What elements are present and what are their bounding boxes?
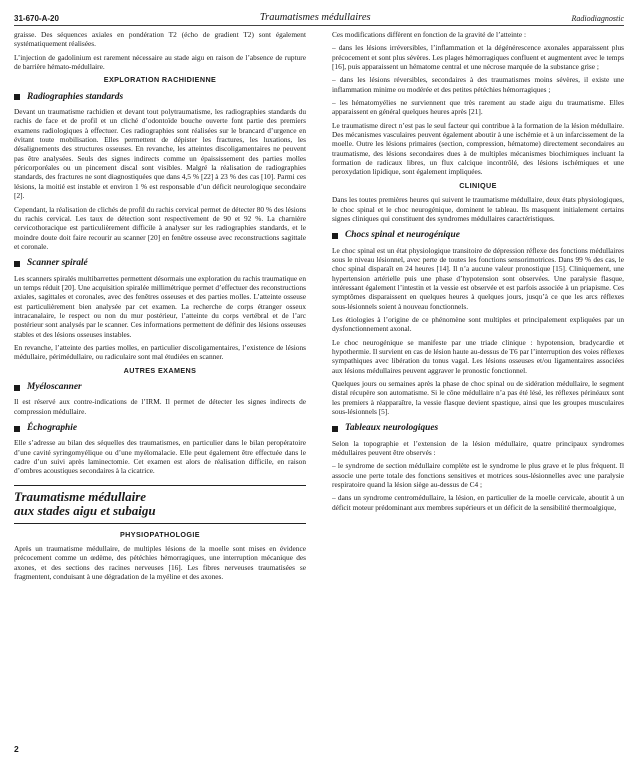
square-bullet-icon [14,94,20,100]
square-bullet-icon [14,426,20,432]
right-column [332,30,624,744]
paragraph: Les scanners spiralés multibarrettes permettent désormais une exploration du rachis traumatique en un temps réduit [20]. Une acquisition spiralée millimétrique permet d’effectuer des reconstructions axiales, sagittales et coronales, avec des fenêtres osseuses et des parties molles. L’atteinte osseuse est particulièrement bien analysée par cet examen. La recherche de corps étranger osseux intracanalaire, le respect ou non du mur postérieur, l’atteinte du corps vertébral et de l’arc postérieur sont analysés par le scanner. Ces informations permettent de définir des lésions osseuses stables et des lésions osseuses instables. [14,273,306,339]
paragraph: Selon la topographie et l’extension de la lésion médullaire, quatre principaux syndromes médullaires peuvent être observés : [332,438,624,458]
square-bullet-icon [14,385,20,391]
list-item: – dans les lésions irréversibles, l’inflammation et la dégénérescence axonales apparaissent plus précocement et sont plus sévères. Les plages hémorragiques confluent et augmentent avec le temps [16], puis apparaissent un hématome central et une nécrose marquée de la substance grise ; [332,43,624,72]
running-title: Traumatismes médullaires [259,12,371,23]
paragraph: Les étiologies à l’origine de ce phénomène sont multiples et principalement expliquées par un dysfonctionnement axonal. [332,314,624,334]
heading-scanner [14,259,306,268]
paragraph: Ces modifications diffèrent en fonction de la gravité de l’atteinte : [332,30,526,39]
subsection-heading: PHYSIOPATHOLOGIE [119,529,200,539]
heading-myeloscanner [14,383,306,392]
heading-text: Tableaux neurologiques [345,423,439,434]
heading-chocs [332,231,624,240]
chapter-title-line: aux stades aigu et subaigu [14,503,156,519]
article-code: 31-670-A-20 [14,14,59,23]
paragraph: Dans les toutes premières heures qui suivent le traumatisme médullaire, deux états physiologiques, le choc spinal et le choc neurogénique, dominent le tableau. Ils masquent initialement certains signes cliniques qui constituent des syndromes médullaires caractéristiques. [332,195,624,223]
list-item: – dans un syndrome centromédullaire, la lésion, en particulier de la moelle cervicale, aboutit à un déficit moteur prédominant aux membres supérieurs et un déficit de la sensibilité thermoalgique, [332,493,624,512]
heading-radiographies [14,93,306,102]
running-header [14,10,624,26]
paragraph: Le choc spinal est un état physiologique transitoire de dépression réflexe des fonctions médullaires sous le niveau lésionnel, avec perte de toutes les fonctions sensorimotrices. Dans 99 % des cas, le choc spinal disparaît en 24 heures [14]. Il n’a aucune valeur pronostique [15]. Cliniquement, une hypertension artérielle puis une phase d’hypotension sont observées. Une paralysie flasque, intéressant également l’intestin et la vessie est observée et est parfois associée à un priapisme. Ces symptômes disparaissent en quelques heures à quelques jours, jusqu’à ce que les arcs réflexes sous-lésionnels soient à nouveau fonctionnels. [332,245,624,311]
left-column [14,30,306,740]
paragraph: Le choc neurogénique se manifeste par une triade clinique : hypotension, bradycardie et hypothermie. Il survient en cas de lésion haute au-dessus de T6 par l’interruption des voies réflexes sympathiques avec libération du tonus vagal. Les lésions osseuses et/ou ligamentaires associées aux lésions médullaires peuvent aggraver le pronostic fonctionnel. [332,337,624,375]
chapter-title [14,485,306,524]
list-item: – les hématomyélies ne surviennent que très rarement au stade aigu du traumatisme. Elles apparaissent en général quelques heures après [21]. [332,98,624,117]
heading-tableaux [332,424,624,433]
paragraph: L’injection de gadolinium est rarement nécessaire au stade aigu en raison de l’absence de rupture de barrière hémato-médullaire. [14,52,306,72]
section-name: Radiodiagnostic [571,14,624,23]
subsection-heading: EXPLORATION RACHIDIENNE [103,75,217,85]
heading-text: Échographie [27,423,78,434]
paragraph: Elle s’adresse au bilan des séquelles des traumatismes, en particulier dans le bilan peropératoire d’une cavité syringomyélique ou d’une myélomalacie. Elle peut également être effectuée dans le cadre d’un suivi après laminectomie. Cet examen est alors de réalisation difficile, en raison d’ombres acoustiques secondaires à la cicatrice. [14,438,306,476]
paragraph: graisse. Des séquences axiales en pondération T2 (écho de gradient T2) sont également systématiquement réalisées. [14,30,306,49]
heading-echographie [14,424,306,433]
subsection-heading: AUTRES EXAMENS [123,365,197,375]
heading-text: Scanner spiralé [27,258,88,269]
heading-text: Myéloscanner [27,382,82,392]
chapter-title-line: Traumatisme médullaire [14,488,147,504]
paragraph: Le traumatisme direct n’est pas le seul facteur qui contribue à la formation de la lésion médullaire. Des mécanismes vasculaires peuvent également aboutir à une ischémie et à un infarcissement de la moelle. Outre les lésions primaires (section, compression, hématome) directement secondaires au traumatisme, des lésions secondaires dues à de multiples mécanismes biochimiques incluant la formation de radicaux libres, un flux calcique incontrôlé, des lésions ischémiques et une peroxydation lipidique, sont également impliquées. [332,120,624,177]
paragraph: Après un traumatisme médullaire, de multiples lésions de la moelle sont mises en évidence précocement comme un œdème, des pétéchies hémorragiques, une interruption mécanique des axones, et des sections des racines nerveuses [16]. Les fibres nerveuses traumatisées se fragmentent, conduisant à une dégradation de la myéline et des axones. [14,544,306,582]
heading-text: Radiographies standards [27,91,124,102]
paragraph: Cependant, la réalisation de clichés de profil du rachis cervical permet de détecter 80 % des lésions du rachis cervical. Les taux de détection sont respectivement de 90 et 92 %. La charnière cervicothoracique est particulièrement difficile à analyser sur les radiographies standards, et le moindre doute doit faire recourir au scanner [20] en fenêtre osseuse avec reconstructions sagittale et coronale. [14,204,306,251]
subsection-heading: CLINIQUE [459,180,497,190]
paragraph: En revanche, l’atteinte des parties molles, en particulier discoligamentaires, l’existence de lésions médullaire, périmédullaire, ou radiculaire sont mal étudiées en scanner. [14,342,306,362]
paragraph: Il est réservé aux contre-indications de l’IRM. Il permet de détecter les signes indirects de compression médullaire. [14,397,306,416]
paragraph: Devant un traumatisme rachidien et devant tout polytraumatisme, les radiographies standards du rachis de face et de profil et un cliché d’odontoïde bouche ouverte font partie des premiers examens radiologiques à effectuer. Ces radiographies sont réalisées sur le brancard d’urgence en évitant toute mobilisation. Elles permettent de dépister les fractures, les luxations, les désalignements des structures osseuses. En revanche, les atteintes discoligamentaires ne peuvent pas être analysées. Seuls des signes indirects comme un épaississement des parties molles péricorporéales ou un pincement discal sont visibles. Malgré la réalisation de radiographies standards, des fractures ne sont diagnostiquées que dans 4,5 % [22] à 23 % des cas [10]. Parmi ces lésions, la moitié est instable et environ 1 % est responsable d’un déficit neurologique secondaire [2]. [14,107,306,201]
square-bullet-icon [332,233,338,239]
square-bullet-icon [332,426,338,432]
page-number: 2 [14,744,19,754]
list-item: – dans les lésions réversibles, secondaires à des traumatismes moins sévères, il existe une inflammation minime ou modérée et des petites pétéchies hémorragiques ; [332,75,624,94]
heading-text: Chocs spinal et neurogénique [345,230,460,241]
list-item: – le syndrome de section médullaire complète est le syndrome le plus grave et le plus fréquent. Il associe une perte totale des fonctions sensitives et motrices sous-lésionnelles avec une paralysie respiratoire quand la lésion siège au-dessus de C4 ; [332,461,624,490]
paragraph: Quelques jours ou semaines après la phase de choc spinal ou de sidération médullaire, le segment distal récupère son automatisme. Si le cône médullaire n’a pas été lésé, les réflexes périnéaux sont les premiers à réapparaître, la vessie flasque devient spastique, ainsi que les groupes musculaires sous-lésionnels [5]. [332,379,624,417]
square-bullet-icon [14,261,20,267]
